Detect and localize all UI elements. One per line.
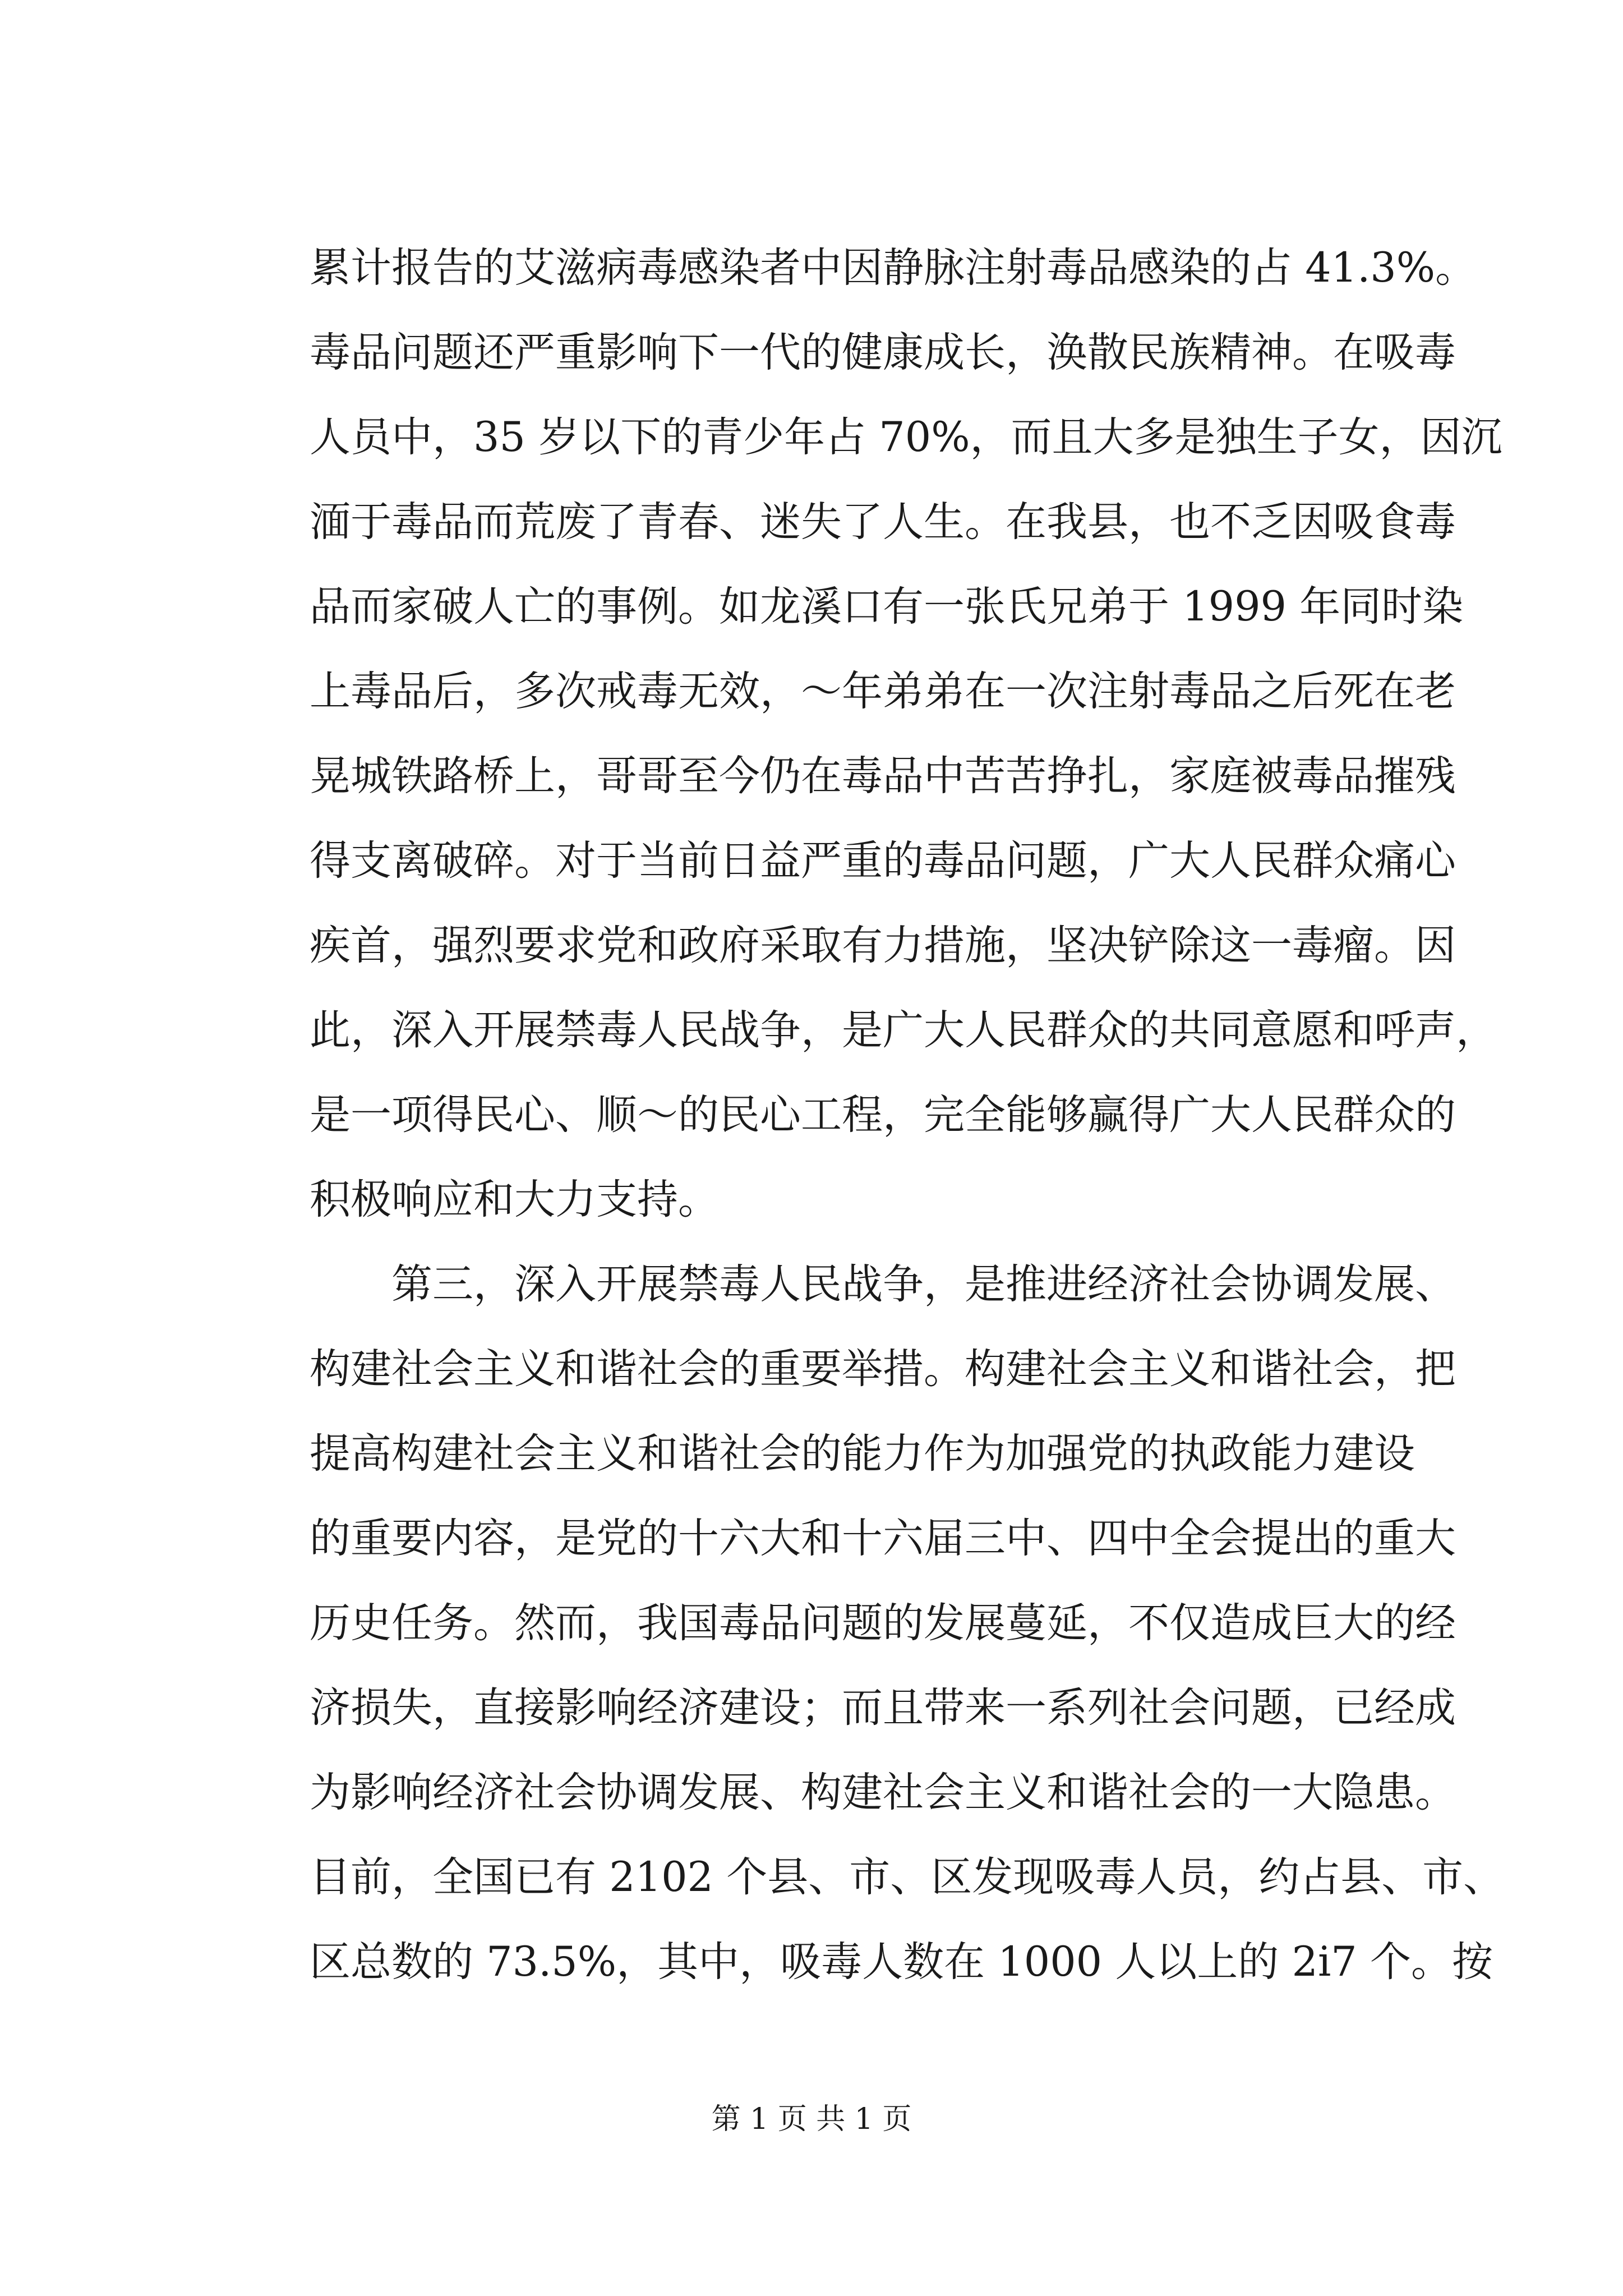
text-line: 积极响应和大力支持。 [310,1176,719,1223]
page-footer [0,2097,1623,2142]
text-line: 的重要内容，是党的十六大和十六届三中、四中全会提出的重大 [310,1515,1456,1562]
text-line: 人员中，35 岁以下的青少年占 70%，而且大多是独生子女，因沉 [310,413,1502,461]
text-line: 疾首，强烈要求党和政府采取有力措施，坚决铲除这一毒瘤。因 [310,922,1456,969]
text-line: 晃城铁路桥上，哥哥至今仍在毒品中苦苦挣扎，家庭被毒品摧残 [310,752,1456,800]
text-line: 提高构建社会主义和谐社会的能力作为加强党的执政能力建设 [310,1430,1415,1478]
body-text [310,226,1505,2004]
text-line: 目前，全国已有 2102 个县、市、区发现吸毒人员，约占县、市、 [310,1853,1505,1901]
text-line: 累计报告的艾滋病毒感染者中因静脉注射毒品感染的占 41.3%。 [310,244,1477,292]
text-line: 得支离破碎。对于当前日益严重的毒品问题，广大人民群众痛心 [310,837,1456,885]
text-line: 上毒品后，多次戒毒无效，～年弟弟在一次注射毒品之后死在老 [310,668,1456,715]
paragraph-start-line: 第三，深入开展禁毒人民战争，是推进经济社会协调发展、 [391,1260,1456,1308]
text-line: 湎于毒品而荒废了青春、迷失了人生。在我县，也不乏因吸食毒 [310,498,1456,546]
text-line: 为影响经济社会协调发展、构建社会主义和谐社会的一大隐患。 [310,1769,1456,1816]
text-line: 是一项得民心、顺～的民心工程，完全能够赢得广大人民群众的 [310,1091,1456,1139]
text-line: 此，深入开展禁毒人民战争，是广大人民群众的共同意愿和呼声， [310,1006,1497,1054]
text-line: 济损失，直接影响经济建设；而且带来一系列社会问题，已经成 [310,1684,1456,1732]
text-line: 毒品问题还严重影响下一代的健康成长，涣散民族精神。在吸毒 [310,329,1456,376]
text-line: 历史任务。然而，我国毒品问题的发展蔓延，不仅造成巨大的经 [310,1599,1456,1647]
text-line: 区总数的 73.5%，其中，吸毒人数在 1000 人以上的 2i7 个。按 [310,1938,1493,1986]
text-line: 品而家破人亡的事例。如龙溪口有一张氏兄弟于 1999 年同时染 [310,583,1464,631]
page-number-label: 第 1 页 共 1 页 [711,2102,912,2136]
text-line: 构建社会主义和谐社会的重要举措。构建社会主义和谐社会，把 [310,1345,1456,1393]
